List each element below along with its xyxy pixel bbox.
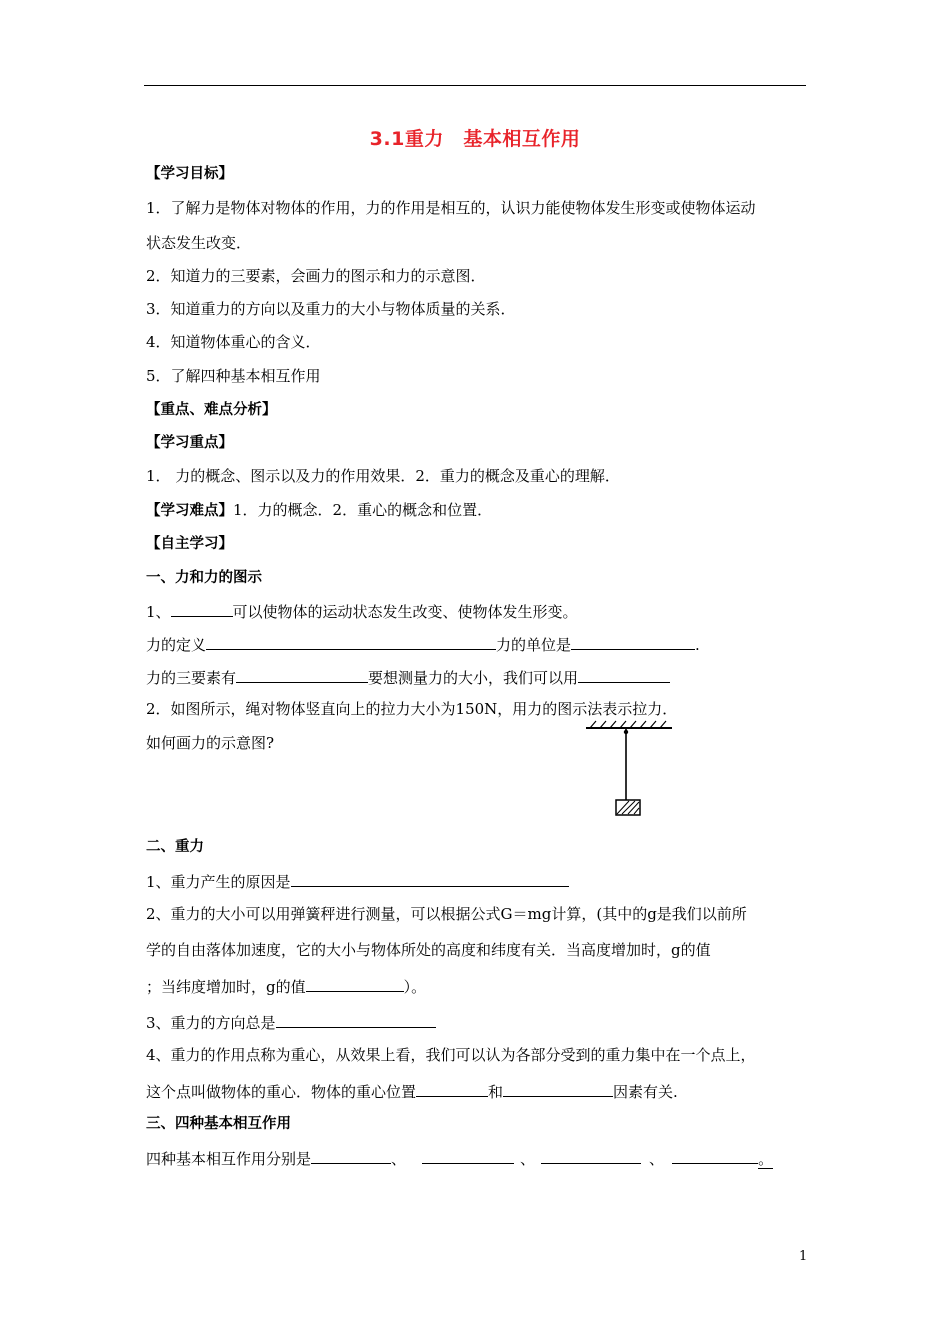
part1-header: 一、力和力的图示: [146, 570, 262, 586]
gravity-q4a: 4、重力的作用点称为重心，从效果上看，我们可以认为各部分受到的重力集中在一个点上，: [146, 1046, 756, 1064]
q2-text: 2．如图所示，绳对物体竖直向上的拉力大小为150N，用力的图示法表示拉力．: [146, 700, 678, 718]
center-factor-blank-1[interactable]: [416, 1081, 488, 1097]
gravity-q4b-line: [146, 1081, 678, 1102]
three-elements-blank[interactable]: [236, 667, 368, 683]
goal-4: 4．知道物体重心的含义．: [146, 333, 321, 351]
force-blank-2[interactable]: [422, 1148, 514, 1164]
definition-label: 力的定义: [146, 636, 207, 654]
unit-end: .: [695, 636, 700, 654]
force-sep-2: 、: [520, 1150, 536, 1168]
goal-1b: 状态发生改变．: [146, 234, 252, 252]
q1-suffix: 可以使物体的运动状态发生改变、使物体发生形变。: [232, 603, 578, 621]
definition-blank[interactable]: [206, 634, 496, 650]
gravity-q2c-suffix: ）。: [403, 978, 427, 996]
gravity-cause-blank[interactable]: [291, 871, 569, 887]
gravity-q2c-prefix: ；当纬度增加时，g的值: [146, 978, 306, 996]
page-number: 1: [799, 1249, 808, 1264]
q2b-text: 如何画力的示意图?: [146, 734, 275, 752]
measure-label: 要想测量力的大小，我们可以用: [368, 669, 579, 687]
key-text: 1． 力的概念、图示以及力的作用效果．2．重力的概念及重心的理解．: [146, 467, 620, 485]
ceiling: [586, 721, 672, 728]
gravity-q1-line: [146, 871, 569, 892]
gravity-q3-line: [146, 1012, 436, 1033]
hanging-block-diagram: [586, 718, 676, 820]
center-factor-blank-2[interactable]: [503, 1081, 613, 1097]
goal-1a: 1．了解力是物体对物体的作用，力的作用是相互的，认识力能使物体发生形变或使物体运动: [146, 199, 756, 217]
gravity-q1-text: 1、重力产生的原因是: [146, 873, 291, 891]
force-blank-4[interactable]: [672, 1148, 758, 1164]
measure-blank[interactable]: [578, 667, 670, 683]
difficult-header: 【学习难点】: [146, 503, 233, 519]
self-study-header: 【自主学习】: [146, 536, 233, 552]
rope-knot: [624, 730, 628, 734]
four-forces-line: [146, 1148, 773, 1169]
force-sep-1: 、: [391, 1150, 407, 1168]
force-blank-3[interactable]: [541, 1148, 641, 1164]
three-elements-line: [146, 667, 670, 688]
goals-header: 【学习目标】: [146, 166, 233, 182]
gravity-q3-text: 3、重力的方向总是: [146, 1014, 276, 1032]
gravity-q4b-prefix: 这个点叫做物体的重心．物体的重心位置: [146, 1083, 417, 1101]
three-elements-label: 力的三要素有: [146, 669, 237, 687]
gravity-q2a: 2、重力的大小可以用弹簧秤进行测量，可以根据公式G＝mg计算，(其中的g是我们以前所: [146, 905, 747, 923]
force-sep-3: 、: [649, 1150, 665, 1168]
header-rule: [144, 85, 806, 86]
block: [616, 800, 640, 815]
goal-5: 5．了解四种基本相互作用: [146, 367, 321, 385]
definition-line: [146, 634, 700, 655]
key-header: 【学习重点】: [146, 435, 233, 451]
q1-prefix: 1、: [146, 603, 171, 621]
page-title: 3.1重力 基本相互作用: [369, 128, 581, 150]
unit-label: 力的单位是: [496, 636, 572, 654]
q1-blank[interactable]: [171, 601, 233, 617]
goal-3: 3．知道重力的方向以及重力的大小与物体质量的关系．: [146, 300, 516, 318]
part2-header: 二、重力: [146, 839, 204, 855]
goal-2: 2．知道力的三要素，会画力的图示和力的示意图．: [146, 267, 486, 285]
force-blank-1[interactable]: [311, 1148, 391, 1164]
unit-blank[interactable]: [571, 634, 695, 650]
four-forces-prefix: 四种基本相互作用分别是: [146, 1150, 312, 1168]
gravity-q4b-suffix: 因素有关.: [613, 1083, 678, 1101]
difficult-line: [146, 500, 492, 521]
q1-line: [146, 601, 578, 622]
analysis-header: 【重点、难点分析】: [146, 402, 277, 418]
part3-header: 三、四种基本相互作用: [146, 1116, 291, 1132]
gravity-direction-blank[interactable]: [276, 1012, 436, 1028]
latitude-blank[interactable]: [306, 976, 404, 992]
gravity-q2b: 学的自由落体加速度，它的大小与物体所处的高度和纬度有关．当高度增加时，g的值: [146, 941, 711, 959]
gravity-q2c-line: [146, 976, 426, 997]
four-forces-end: 。: [758, 1150, 774, 1168]
gravity-q4b-mid: 和: [488, 1083, 504, 1101]
difficult-text: 1．力的概念．2．重心的概念和位置．: [233, 501, 493, 519]
